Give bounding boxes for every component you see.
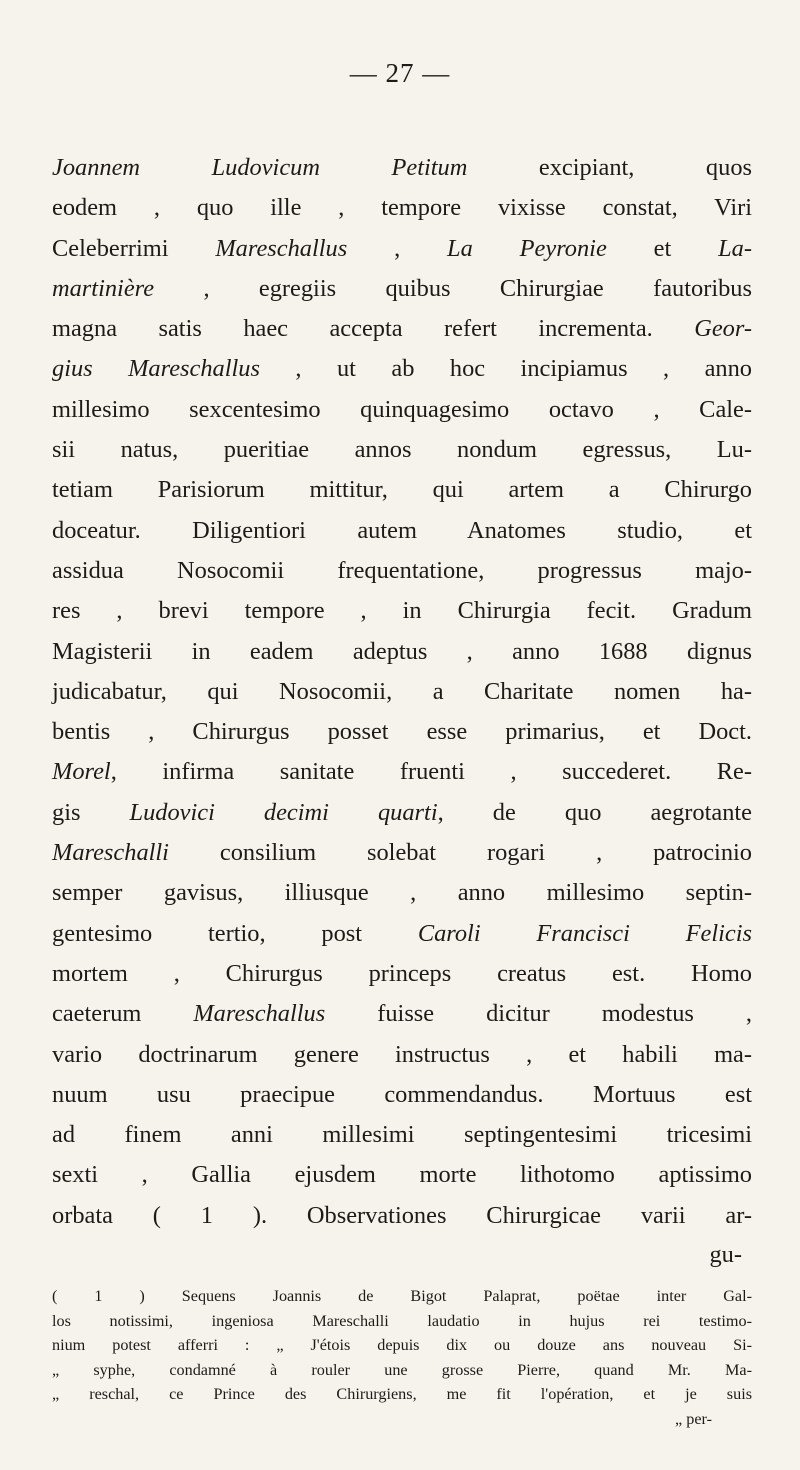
- text-segment: sexti , Gallia ejusdem morte lithotomo aptissimo: [52, 1161, 752, 1189]
- text-line: [52, 833, 752, 873]
- italic-name: Joannem Ludovicum Petitum: [52, 154, 468, 181]
- text-line: [52, 954, 752, 994]
- text-segment: orbata ( 1 ). Observationes Chirurgicae varii ar-: [52, 1201, 752, 1229]
- text-line: [52, 148, 752, 188]
- footnote-line: ( 1 ) Sequens Joannis de Bigot Palaprat, poëtae inter Gal-: [52, 1287, 752, 1305]
- italic-name: gius Mareschallus: [52, 355, 260, 383]
- text-line: [52, 1035, 752, 1075]
- text-segment: ,: [347, 234, 448, 262]
- text-segment: consilium solebat rogari , patrocinio: [168, 839, 752, 867]
- main-text: [52, 148, 752, 1270]
- text-line: [52, 752, 752, 792]
- text-line: [52, 470, 752, 510]
- text-segment: , infirma sanitate fruenti , succederet. Re-: [110, 758, 752, 786]
- text-segment: doceatur. Diligentiori autem Anatomes studio, et: [52, 516, 752, 544]
- text-segment: gentesimo tertio, post: [52, 919, 418, 947]
- text-line: [52, 309, 752, 349]
- text-segment: bentis , Chirurgus posset esse primarius, et Doct.: [52, 718, 752, 746]
- text-segment: vario doctrinarum genere instructus , et habili ma-: [52, 1040, 752, 1068]
- footnote-line: „ syphe, condamné à rouler une grosse Pierre, quand Mr. Ma-: [52, 1360, 752, 1379]
- text-segment: Magisterii in eadem adeptus , anno 1688 dignus: [52, 637, 752, 665]
- text-segment: mortem , Chirurgus princeps creatus est. Homo: [52, 959, 752, 987]
- text-segment: caeterum: [52, 1000, 194, 1028]
- page-number: — 27 —: [349, 58, 451, 88]
- footnote-catchword: „ per-: [675, 1409, 712, 1428]
- text-segment: , ut ab hoc incipiamus , anno: [259, 355, 752, 383]
- text-segment: excipiant, quos: [467, 154, 753, 181]
- text-line: [52, 390, 752, 430]
- text-segment: judicabatur, qui Nosocomii, a Charitate nomen ha-: [52, 677, 752, 705]
- text-segment: , de quo aegrotante: [437, 798, 753, 826]
- text-line: [52, 672, 752, 712]
- italic-name: Mareschallus: [193, 1000, 326, 1028]
- text-line: [52, 188, 752, 228]
- italic-name: Morel: [52, 758, 111, 786]
- italic-name: Geor-: [694, 315, 752, 343]
- italic-name: Mareschalli: [52, 839, 169, 867]
- text-segment: tetiam Parisiorum mittitur, qui artem a Chirurgo: [52, 476, 752, 504]
- text-line: [52, 914, 752, 954]
- italic-name: Ludovici decimi quarti: [129, 798, 438, 826]
- text-segment: eodem , quo ille , tempore vixisse constat, Viri: [52, 194, 752, 222]
- italic-name: martinière: [52, 274, 155, 302]
- text-line: [52, 349, 752, 389]
- text-line: [52, 712, 752, 752]
- text-line: [52, 551, 752, 591]
- text-segment: et: [606, 234, 719, 262]
- footnote-line: los notissimi, ingeniosa Mareschalli laudatio in hujus rei testimo-: [52, 1311, 752, 1330]
- footnote-block: [52, 1284, 752, 1431]
- text-line: [52, 994, 752, 1034]
- text-segment: nuum usu praecipue commendandus. Mortuus est: [52, 1080, 752, 1108]
- catchword: gu-: [709, 1241, 742, 1269]
- footnote-line: nium potest afferri : „ J'étois depuis dix ou douze ans nouveau Si-: [52, 1336, 752, 1354]
- text-segment: ad finem anni millesimi septingentesimi tricesimi: [52, 1121, 752, 1149]
- text-line: [52, 793, 752, 833]
- text-segment: gis: [52, 798, 130, 826]
- text-line: [52, 269, 752, 309]
- text-segment: millesimo sexcentesimo quinquagesimo octavo , Cale-: [52, 395, 752, 423]
- italic-name: La-: [718, 234, 752, 262]
- text-segment: fuisse dicitur modestus ,: [325, 1000, 752, 1028]
- italic-name: La Peyronie: [447, 234, 607, 262]
- text-line: [52, 511, 752, 551]
- text-line: [52, 591, 752, 631]
- text-segment: Celeberrimi: [52, 234, 216, 262]
- text-segment: magna satis haec accepta refert incrementa.: [52, 315, 695, 343]
- text-segment: assidua Nosocomii frequentatione, progressus majo-: [52, 556, 752, 584]
- text-line: [52, 430, 752, 470]
- text-segment: , egregiis quibus Chirurgiae fautoribus: [154, 274, 752, 302]
- text-segment: sii natus, pueritiae annos nondum egressus, Lu-: [52, 436, 752, 464]
- text-segment: semper gavisus, illiusque , anno millesimo septin-: [52, 879, 752, 907]
- footnote-line: „ reschal, ce Prince des Chirurgiens, me fit l'opération, et je suis: [52, 1385, 752, 1403]
- text-line: [52, 873, 752, 913]
- italic-name: Caroli Francisci Felicis: [417, 919, 753, 947]
- text-line: [52, 1075, 752, 1115]
- text-line: [52, 632, 752, 672]
- text-line: [52, 229, 752, 269]
- text-line: [52, 1196, 752, 1236]
- text-line: [52, 1155, 752, 1195]
- italic-name: Mareschallus: [215, 234, 348, 262]
- text-segment: res , brevi tempore , in Chirurgia fecit. Gradum: [52, 597, 752, 625]
- text-line: [52, 1115, 752, 1155]
